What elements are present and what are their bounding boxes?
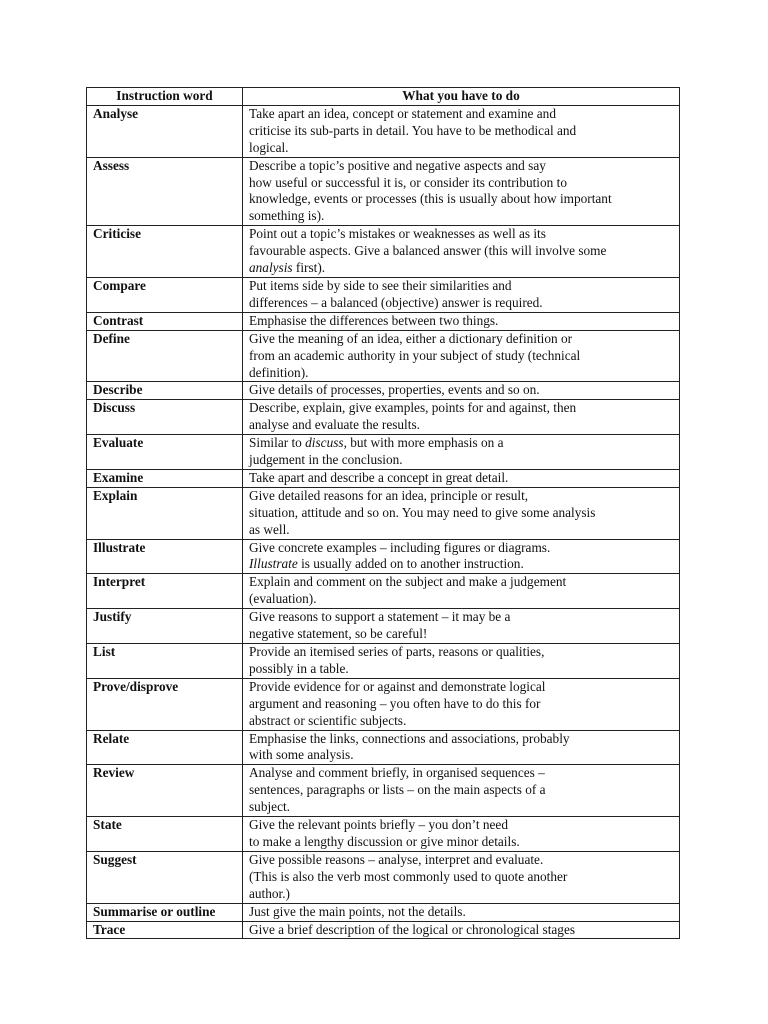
description-line: Similar to discuss, but with more emphasis on a: [249, 435, 504, 451]
description-line: Give concrete examples – including figures or diagrams.: [249, 539, 551, 555]
instruction-word-cell: Relate: [87, 730, 243, 765]
instruction-word-cell: Justify: [87, 609, 243, 644]
instruction-word-cell: Assess: [87, 157, 243, 226]
instruction-description-cell: [243, 312, 680, 330]
description-line: Take apart an idea, concept or statement and examine and: [249, 105, 556, 121]
description-line: argument and reasoning – you often have to do this for: [249, 695, 541, 711]
description-line: Give the meaning of an idea, either a dictionary definition or: [249, 330, 573, 346]
instruction-word-cell: Summarise or outline: [87, 903, 243, 921]
table-row: [87, 435, 680, 470]
description-line: definition).: [249, 364, 309, 380]
description-line: as well.: [249, 521, 290, 537]
description-line: Point out a topic’s mistakes or weaknesses as well as its: [249, 226, 546, 242]
table-row: [87, 105, 680, 157]
instruction-description-cell: [243, 921, 680, 939]
description-line: Explain and comment on the subject and make a judgement: [249, 574, 567, 590]
instruction-description-cell: [243, 851, 680, 903]
table-row: [87, 487, 680, 539]
description-line: from an academic authority in your subject of study (technical: [249, 347, 581, 363]
instruction-word-cell: Describe: [87, 382, 243, 400]
description-line: possibly in a table.: [249, 660, 349, 676]
instruction-word-cell: Interpret: [87, 574, 243, 609]
table-row: [87, 400, 680, 435]
instruction-word-cell: Criticise: [87, 226, 243, 278]
table-row: [87, 539, 680, 574]
description-line: Give detailed reasons for an idea, principle or result,: [249, 487, 529, 503]
instruction-word-cell: Discuss: [87, 400, 243, 435]
instruction-word-cell: Define: [87, 330, 243, 382]
instruction-word-cell: Examine: [87, 469, 243, 487]
table-row: [87, 730, 680, 765]
description-line: Illustrate is usually added on to another instruction.: [249, 556, 524, 572]
instruction-description-cell: [243, 903, 680, 921]
description-line: criticise its sub-parts in detail. You have to be methodical and: [249, 122, 577, 138]
table-row: [87, 277, 680, 312]
instruction-word-cell: List: [87, 644, 243, 679]
instruction-description-cell: [243, 487, 680, 539]
description-line: situation, attitude and so on. You may need to give some analysis: [249, 504, 596, 520]
header-instruction-word: Instruction word: [87, 88, 243, 106]
instruction-description-cell: [243, 574, 680, 609]
instruction-description-cell: [243, 609, 680, 644]
description-line: how useful or successful it is, or consider its contribution to: [249, 174, 567, 190]
description-line: analysis first).: [249, 260, 326, 276]
header-what-you-have-to-do: What you have to do: [243, 88, 680, 106]
description-line: favourable aspects. Give a balanced answer (this will involve some: [249, 243, 607, 259]
table-body: [87, 105, 680, 939]
description-line: something is).: [249, 208, 325, 224]
instruction-word-cell: Contrast: [87, 312, 243, 330]
description-line: Give details of processes, properties, events and so on.: [249, 382, 540, 398]
description-line: Give a brief description of the logical or chronological stages: [249, 921, 576, 937]
instruction-description-cell: [243, 435, 680, 470]
description-line: (evaluation).: [249, 591, 317, 607]
description-line: Emphasise the differences between two things.: [249, 312, 499, 328]
description-line: Analyse and comment briefly, in organised sequences –: [249, 765, 545, 781]
table-row: [87, 921, 680, 939]
instruction-description-cell: [243, 400, 680, 435]
description-line: Just give the main points, not the details.: [249, 903, 466, 919]
table-row: [87, 226, 680, 278]
table-row: [87, 382, 680, 400]
instruction-description-cell: [243, 330, 680, 382]
table-row: [87, 678, 680, 730]
description-line: author.): [249, 885, 290, 901]
instruction-description-cell: [243, 382, 680, 400]
table-row: [87, 765, 680, 817]
description-line: Provide an itemised series of parts, reasons or qualities,: [249, 644, 545, 659]
description-line: subject.: [249, 799, 290, 815]
description-line: knowledge, events or processes (this is usually about how important: [249, 191, 612, 207]
instruction-description-cell: [243, 277, 680, 312]
description-line: sentences, paragraphs or lists – on the main aspects of a: [249, 782, 546, 798]
description-line: Emphasise the links, connections and associations, probably: [249, 730, 570, 746]
instruction-description-cell: [243, 817, 680, 852]
table-header-row: [87, 88, 680, 106]
instruction-description-cell: [243, 226, 680, 278]
description-line: negative statement, so be careful!: [249, 626, 428, 642]
instruction-description-cell: [243, 765, 680, 817]
description-line: abstract or scientific subjects.: [249, 712, 407, 728]
instruction-word-cell: Trace: [87, 921, 243, 939]
table-row: [87, 312, 680, 330]
description-line: (This is also the verb most commonly used to quote another: [249, 868, 568, 884]
instruction-word-cell: State: [87, 817, 243, 852]
description-line: judgement in the conclusion.: [249, 452, 403, 468]
instruction-word-cell: Analyse: [87, 105, 243, 157]
description-line: Describe a topic’s positive and negative aspects and say: [249, 157, 546, 173]
description-line: analyse and evaluate the results.: [249, 417, 420, 433]
description-line: Provide evidence for or against and demonstrate logical: [249, 678, 546, 694]
table-row: [87, 851, 680, 903]
table-row: [87, 157, 680, 226]
instruction-word-cell: Explain: [87, 487, 243, 539]
instruction-word-cell: Evaluate: [87, 435, 243, 470]
instruction-word-cell: Prove/disprove: [87, 678, 243, 730]
description-line: to make a lengthy discussion or give minor details.: [249, 833, 520, 849]
table-row: [87, 469, 680, 487]
instruction-description-cell: [243, 157, 680, 226]
instruction-word-cell: Compare: [87, 277, 243, 312]
instruction-description-cell: [243, 644, 680, 679]
table-row: [87, 609, 680, 644]
instruction-words-table: [86, 87, 680, 939]
instruction-word-cell: Review: [87, 765, 243, 817]
description-line: differences – a balanced (objective) answer is required.: [249, 294, 543, 310]
table-row: [87, 330, 680, 382]
table-row: [87, 817, 680, 852]
instruction-description-cell: [243, 469, 680, 487]
instruction-word-cell: Illustrate: [87, 539, 243, 574]
instruction-description-cell: [243, 539, 680, 574]
instruction-description-cell: [243, 105, 680, 157]
description-line: Give possible reasons – analyse, interpret and evaluate.: [249, 851, 544, 867]
description-line: Describe, explain, give examples, points for and against, then: [249, 400, 577, 416]
instruction-description-cell: [243, 730, 680, 765]
instruction-description-cell: [243, 678, 680, 730]
description-line: Give reasons to support a statement – it may be a: [249, 609, 511, 625]
description-line: Take apart and describe a concept in great detail.: [249, 469, 509, 485]
table-row: [87, 574, 680, 609]
description-line: Give the relevant points briefly – you don’t need: [249, 817, 508, 833]
description-line: with some analysis.: [249, 747, 354, 763]
instruction-word-cell: Suggest: [87, 851, 243, 903]
description-line: logical.: [249, 139, 289, 155]
description-line: Put items side by side to see their similarities and: [249, 277, 512, 293]
table-row: [87, 644, 680, 679]
table-row: [87, 903, 680, 921]
